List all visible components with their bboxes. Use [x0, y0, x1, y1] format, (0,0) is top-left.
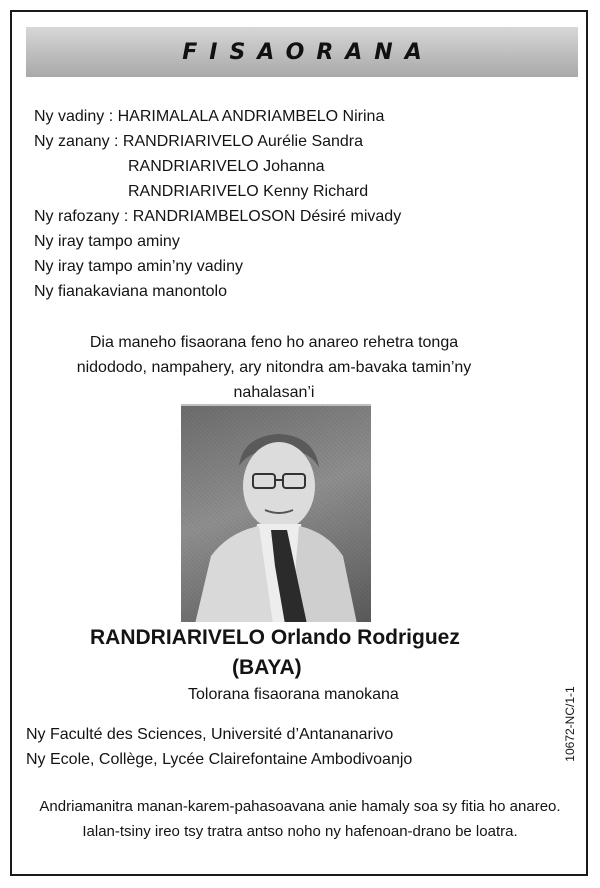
family-list [34, 104, 401, 304]
organization-item: Ny Faculté des Sciences, Université d’Antananarivo [26, 726, 394, 743]
family-line-child-2: RANDRIARIVELO Johanna [128, 158, 325, 175]
page-title: FISAORANA [182, 39, 434, 65]
family-line-whole-family: Ny fianakaviana manontolo [34, 283, 228, 300]
closing-line-2: Ialan-tsiny ireo tsy tratra antso noho ny hafenoan-drano be loatra. [82, 823, 518, 840]
special-thanks-caption: Tolorana fisaorana manokana [188, 686, 399, 703]
organizations-list [26, 722, 412, 772]
organization-item: Ny Ecole, Collège, Lycée Clairefontaine Ambodivoanjo [26, 751, 413, 768]
intro-text [40, 330, 508, 405]
family-line-child-3: RANDRIARIVELO Kenny Richard [128, 183, 369, 200]
intro-line-2: nidododo, nampahery, ary nitondra am-bavaka tamin’ny [76, 359, 472, 376]
family-line-spouse-siblings: Ny iray tampo amin’ny vadiny [34, 258, 243, 275]
closing-text [14, 794, 586, 844]
intro-line-3: nahalasan’i [233, 384, 315, 401]
deceased-name: RANDRIARIVELO Orlando Rodriguez [90, 626, 460, 649]
deceased-nickname: (BAYA) [232, 656, 302, 679]
family-line-spouse: Ny vadiny : HARIMALALA ANDRIAMBELO Nirina [34, 108, 385, 125]
intro-line-1: Dia maneho fisaorana feno ho anareo rehetra tonga [89, 334, 459, 351]
header-banner [26, 27, 578, 77]
portrait-figure [181, 406, 371, 622]
family-line-siblings: Ny iray tampo aminy [34, 233, 180, 250]
family-line-children: Ny zanany : RANDRIARIVELO Aurélie Sandra [34, 133, 364, 150]
portrait-photo [181, 404, 371, 622]
closing-line-1: Andriamanitra manan-karem-pahasoavana anie hamaly soa sy fitia ho anareo. [39, 798, 561, 815]
reference-code: 10672-NC/1-1 [563, 686, 577, 762]
family-line-in-laws: Ny rafozany : RANDRIAMBELOSON Désiré mivady [34, 208, 402, 225]
